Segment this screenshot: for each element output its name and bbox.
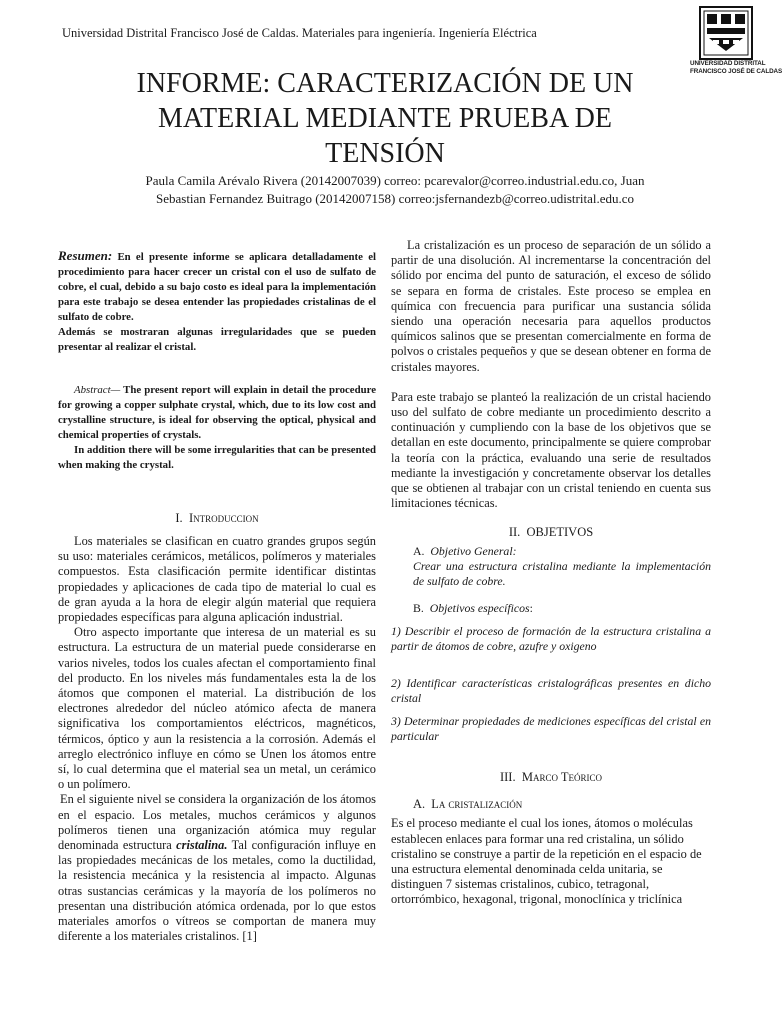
section-number: I. [175, 511, 183, 525]
subsection-title: Objetivos específicos [429, 601, 530, 616]
objetivos-especificos [391, 601, 711, 616]
authors [110, 172, 680, 208]
right-intro-paragraph-2: Para este trabajo se planteó la realización de un cristal haciendo uso del sulfato de cobre mediante un procedimiento descrito a continuación y cumpliendo con la base de los objetivos que se detallan en este documento, principalmente se quiere comprobar la teoría con la práctica, evaluando una serie de resultados mediante la investigación y concretamente observar los detalles que se obtienen al trabajar con un cristal teniendo en cuenta sus limitaciones técnicas. [391, 389, 711, 511]
intro-paragraph-3 [58, 792, 376, 944]
subsection-title: La cristalización [431, 797, 523, 812]
authors-line: Paula Camila Arévalo Rivera (20142007039) correo: pcarevalor@correo.industrial.edu.co, Juan [145, 173, 645, 188]
abstract-text: The present report will explain in detail the procedure for growing a copper sulphate crystal, which, due to its low cost and crystalline structure, is ideal for observing the optical, physical and chemical properties of crystals. [58, 384, 376, 441]
title-line: MATERIAL MEDIANTE PRUEBA DE [158, 103, 612, 134]
title-line: INFORME: CARACTERIZACIÓN DE UN [136, 68, 634, 99]
section-heading-marco-teorico [391, 770, 711, 785]
section-number: III. [499, 770, 516, 785]
subsection-cristalizacion [391, 797, 711, 812]
section-number: II. [508, 525, 521, 540]
objetivo-item-2: 2) Identificar características cristalográficas presentes en dicho cristal [391, 676, 711, 706]
resumen-text-2: Además se mostraran algunas irregularidades que se pueden presentar al realizar el cristal. [58, 326, 376, 353]
section-title: Marco Teórico [521, 770, 603, 785]
authors-line: Sebastian Fernandez Buitrago (20142007158) correo:jsfernandezb@correo.udistrital.edu.co [155, 191, 634, 206]
intro-p3-text-2: Tal configuración influye en las propiedades mecánicas de los metales, como la ductilidad, la resistencia mecánica y la resistencia al impacto. Algunas otras sustancias cerámicas y la mayoría de los polímeros no presentan una distribución atómica ordenada, por lo que estos materiales amorfos o vítreos se comportan de manera muy diferente a los materiales cristalinos. [1] [58, 838, 376, 944]
left-column [58, 248, 376, 944]
resumen-label: Resumen: [58, 248, 113, 263]
right-intro-paragraph-1: La cristalización es un proceso de separación de un sólido a partir de una disolución. Al incrementarse la concentración del sólido por encima del punto de saturación, el exceso de sólido se separa en forma de cristales. Este proceso se emplea en química con frecuencia para purificar una sustancia sólida siendo una operación necesaria para aquellos productos químicos salinos que se presentan comercialmente en forma de polvos o cristales pequeños y que se desean obtener en forma de cristales mayores. [391, 238, 711, 374]
resumen-text: En el presente informe se aplicara detalladamente el procedimiento para hacer crecer un cristal con el uso de sulfato de cobre, el cual, debido a su bajo costo es ideal para la implementación para este trabajo se desea entender las propiedades cristalinas de el sulfato de cobre. [58, 251, 376, 323]
section-title: Introduccion [188, 511, 259, 525]
intro-p3-emphasis: cristalina. [176, 838, 228, 853]
intro-paragraph-1: Los materiales se clasifican en cuatro grandes grupos según su uso: materiales cerámicos, metálicos, polímeros y materiales compuestos. Esta clasificación permite identificar distintas propiedades y aplicaciones de cada tipo de material lo cual es de gran ayuda a la hora de elegir algún material que requiera propiedades específicas para alguna aplicación industrial. [58, 534, 376, 625]
abstract-label: Abstract— [74, 384, 121, 396]
intro-paragraph-2: Otro aspecto importante que interesa de un material es su estructura. La estructura de un material puede considerarse en varios niveles, todos los cuales afectan el comportamiento final del producto. En los niveles más fundamentales esta la de los átomos que componen el material. La distribución de los electrones alrededor del núcleo atómico afecta de manera significativa los comportamientos eléctricos, magnéticos, térmicos, óptico y aun la resistencia a la corrosión. Además el arreglo electrónico influye en cómo se Unen los átomos entre sí, lo cual determina que el material sea un metal, un cerámico o un polímero. [58, 625, 376, 792]
objetivo-item-1: 1) Describir el proceso de formación de la estructura cristalina a partir de átomos de cobre, azufre y oxigeno [391, 624, 711, 654]
objetivo-general [391, 544, 711, 559]
subsection-label: B. [413, 601, 424, 616]
right-column [391, 238, 711, 908]
running-header: Universidad Distrital Francisco José de Caldas. Materiales para ingeniería. Ingeniería Eléctrica [62, 26, 537, 40]
abstract-text-2: In addition there will be some irregularities that can be presented when making the crystal. [58, 444, 376, 471]
cristalizacion-paragraph: Es el proceso mediante el cual los iones, átomos o moléculas establecen enlaces para formar una red cristalina, un sólido cristalino se construye a partir de la repetición en el espacio de una estructura elemental denominada celda unitaria, se distinguen 7 sistemas cristalinos, cubico, tetragonal, ortorrómbico, hexagonal, trigonal, monoclínica y triclínica [391, 816, 702, 907]
resumen [58, 248, 376, 325]
subsection-label: A. [413, 544, 425, 559]
section-heading-objetivos [391, 525, 711, 540]
objetivo-general-text: Crear una estructura cristalina mediante la implementación de sulfato de cobre. [413, 559, 711, 589]
logo-text-line1: UNIVERSIDAD DISTRITAL [690, 60, 766, 67]
university-logo [690, 6, 782, 75]
logo-text-line2: FRANCISCO JOSÉ DE CALDAS [690, 67, 782, 75]
abstract [58, 383, 376, 443]
title-line: TENSIÓN [325, 138, 445, 169]
university-crest-icon [699, 6, 753, 60]
section-heading-introduccion [58, 511, 376, 526]
subsection-label: A. [413, 797, 426, 812]
paper-title [90, 66, 680, 171]
objetivo-item-3: 3) Determinar propiedades de mediciones específicas del cristal en particular [391, 714, 711, 744]
intro-p3-text: En el siguiente nivel se considera la organización de los átomos en el espacio. Los metales, muchos cerámicos y algunos polímeros tienen una organización atómica muy regular denominada estructura [58, 792, 376, 853]
subsection-colon: : [529, 601, 533, 616]
subsection-title: Objetivo General: [430, 544, 517, 559]
section-title: OBJETIVOS [526, 525, 594, 540]
